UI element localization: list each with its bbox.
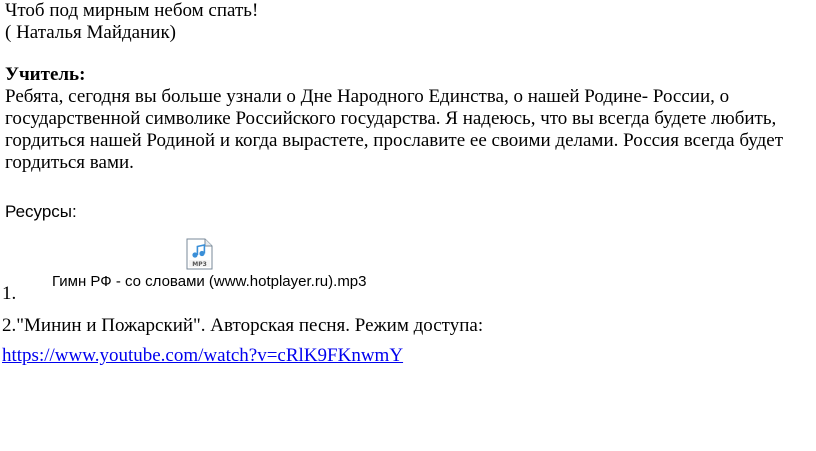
teacher-line: Ребята, сегодня вы больше узнали о Дне Народного Единства, о нашей Родине- России, о bbox=[5, 86, 730, 107]
teacher-label: Учитель: bbox=[5, 64, 86, 85]
poem-title: Чтоб под мирным небом спать! bbox=[5, 0, 259, 21]
teacher-line: государственной символике Российского государства. Я надеюсь, что вы всегда будете любить, bbox=[5, 108, 777, 129]
resource-2-text: 2."Минин и Пожарский". Авторская песня. Режим доступа: bbox=[2, 315, 484, 336]
svg-text:MP3: MP3 bbox=[192, 261, 207, 268]
poem-author: ( Наталья Майданик) bbox=[5, 22, 176, 43]
teacher-paragraph bbox=[5, 86, 805, 174]
mp3-file-icon[interactable] bbox=[186, 238, 213, 270]
mp3-file-label[interactable]: Гимн РФ - со словами (www.hotplayer.ru).mp3 bbox=[52, 273, 367, 290]
teacher-line: гордиться нашей Родиной и когда вырастете, прославите ее своими делами. Россия всегда будет bbox=[5, 130, 784, 151]
teacher-line: гордиться вами. bbox=[5, 152, 134, 173]
resource-1-number: 1. bbox=[2, 283, 17, 304]
resource-2-link[interactable]: https://www.youtube.com/watch?v=cRlK9FKnwmY bbox=[2, 345, 404, 366]
resources-label: Ресурсы: bbox=[5, 202, 77, 221]
